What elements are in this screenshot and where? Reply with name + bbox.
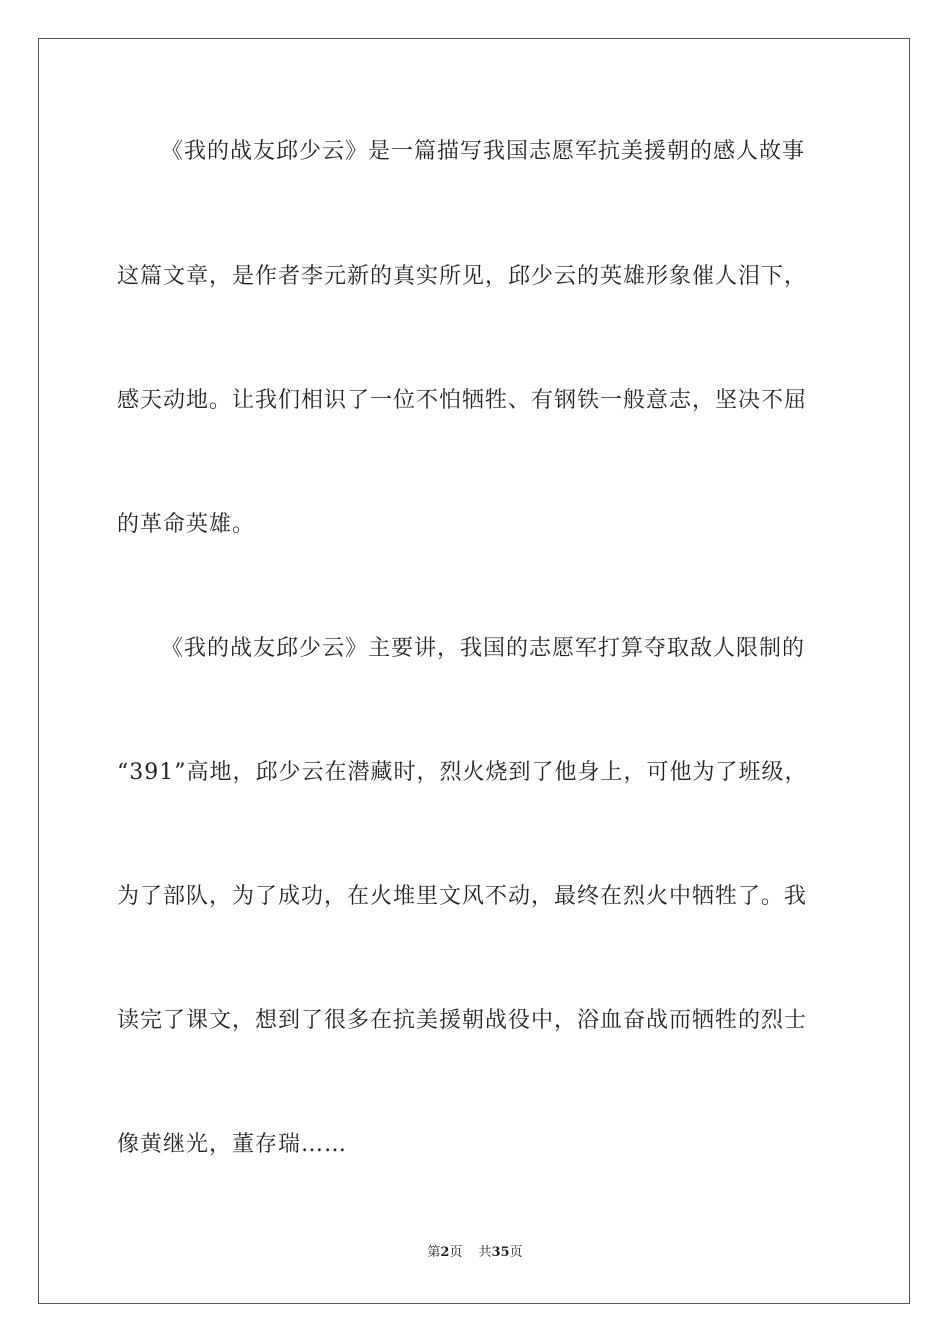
page-number: 2 [440,1245,450,1260]
total-prefix: 共 [478,1245,492,1260]
total-suffix: 页 [509,1245,523,1260]
paragraph-1-line-1: 《我的战友邱少云》是一篇描写我国志愿军抗美援朝的感人故事 [161,139,806,164]
page-suffix: 页 [449,1245,463,1260]
paragraph-1-line-2: 这篇文章，是作者李元新的真实所见，邱少云的英雄形象催人泪下， [117,264,808,289]
paragraph-2-line-2: “391”高地，邱少云在潜藏时，烈火烧到了他身上，可他为了班级， [117,760,808,785]
paragraph-2-line-4: 读完了课文，想到了很多在抗美援朝战役中，浴血奋战而牺牲的烈士 [117,1008,808,1033]
page-frame [38,38,910,1304]
paragraph-1-line-3: 感天动地。让我们相识了一位不怕牺牲、有钢铁一般意志，坚决不屈 [117,388,808,413]
paragraph-2-line-1: 《我的战友邱少云》主要讲，我国的志愿军打算夺取敌人限制的 [161,636,806,661]
paragraph-2-line-5: 像黄继光，董存瑞…… [117,1132,348,1157]
page-footer [0,1244,950,1262]
paragraph-1-line-4: 的革命英雄。 [117,512,256,537]
page-prefix: 第 [427,1245,441,1260]
total-pages: 35 [491,1245,510,1260]
paragraph-2-line-3: 为了部队，为了成功，在火堆里文风不动，最终在烈火中牺牲了。我 [117,884,808,909]
